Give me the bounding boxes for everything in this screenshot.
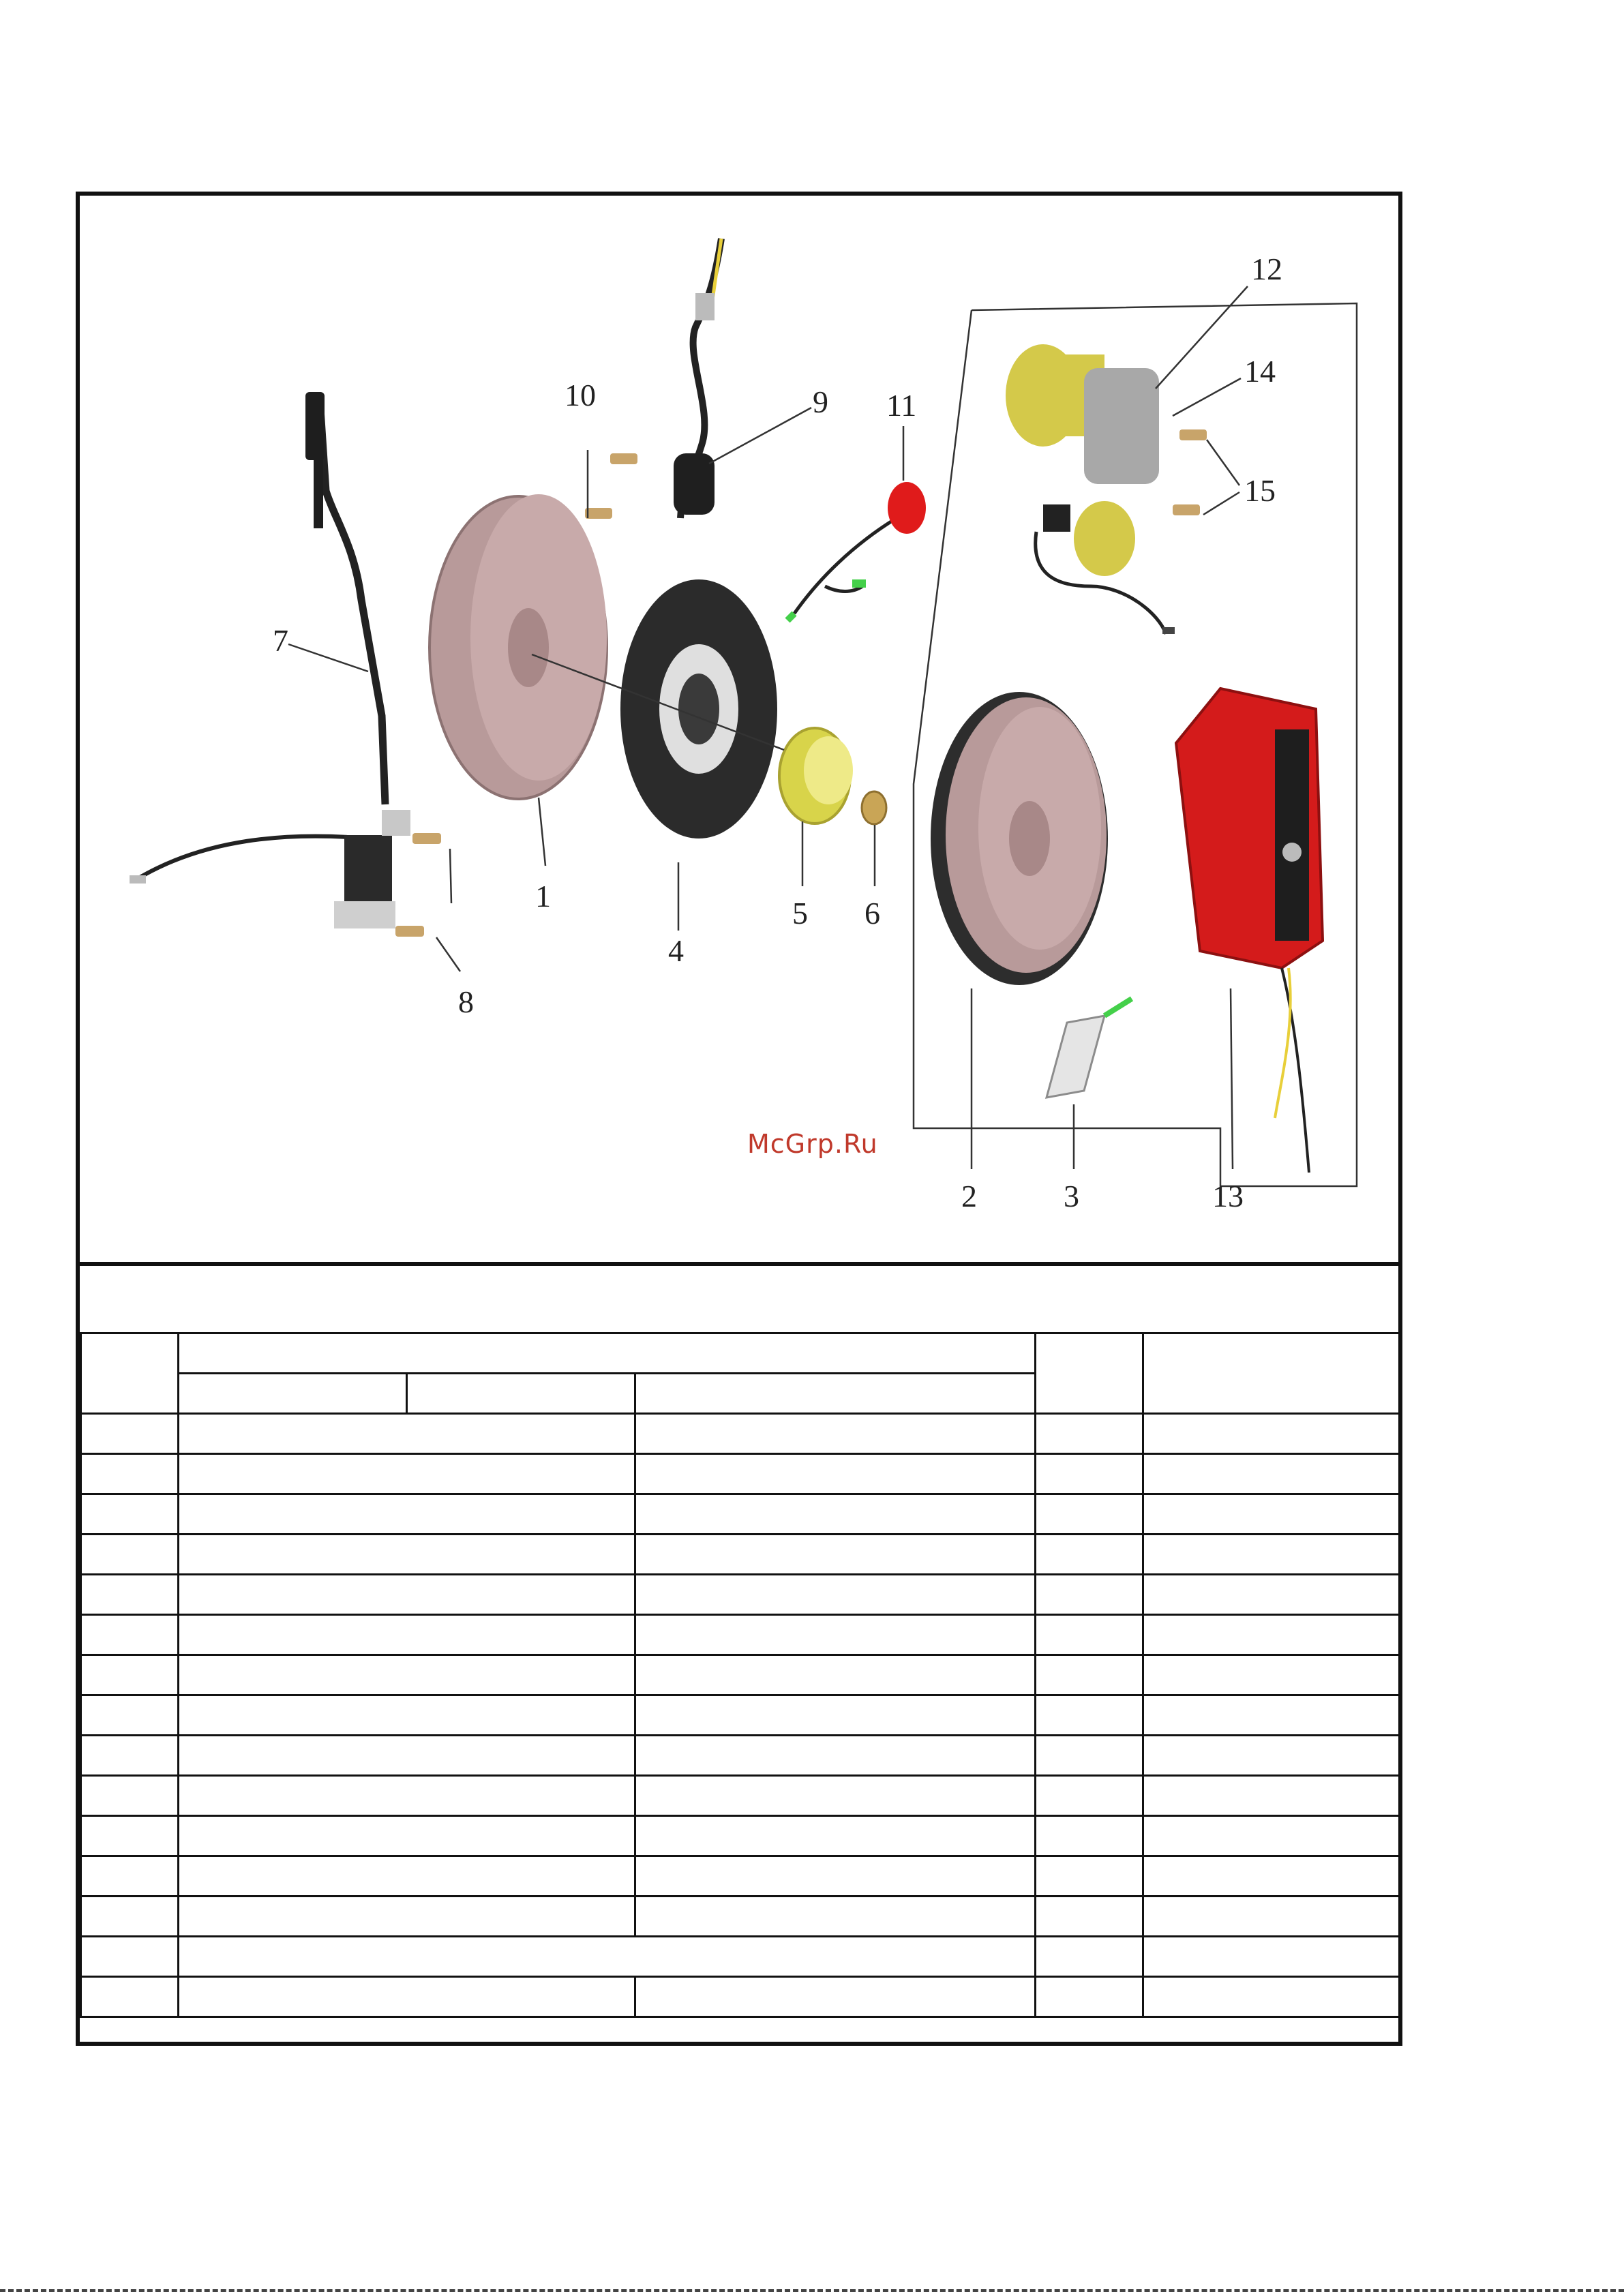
callout-7: 7	[273, 623, 288, 658]
row-remark	[1143, 1615, 1400, 1655]
row-code	[179, 1575, 635, 1615]
parts-table	[80, 1332, 1400, 2018]
row-code	[179, 1937, 1036, 1977]
row-remark	[1143, 1816, 1400, 1856]
table-row	[81, 1695, 1400, 1736]
row-code	[179, 1856, 635, 1897]
row-name	[635, 1736, 1036, 1776]
callout-15: 15	[1244, 473, 1276, 508]
row-remark	[1143, 1454, 1400, 1494]
row-remark	[1143, 1977, 1400, 2017]
row-remark	[1143, 1937, 1400, 1977]
callout-13: 13	[1212, 1179, 1244, 1213]
header-sub-a	[179, 1374, 407, 1414]
row-code	[179, 1695, 635, 1736]
row-qty	[1036, 1615, 1143, 1655]
row-no	[81, 1535, 179, 1575]
row-name	[635, 1535, 1036, 1575]
table-title	[80, 1262, 1398, 1332]
watermark: McGrp.Ru	[747, 1129, 878, 1159]
row-remark	[1143, 1655, 1400, 1695]
table-row	[81, 1655, 1400, 1695]
row-code	[179, 1414, 635, 1454]
callout-5: 5	[792, 896, 808, 931]
row-name	[635, 1494, 1036, 1535]
row-name	[635, 1414, 1036, 1454]
row-qty	[1036, 1937, 1143, 1977]
table-row	[81, 1736, 1400, 1776]
flywheel-part	[430, 494, 607, 799]
control-box-part	[1176, 689, 1323, 1173]
row-remark	[1143, 1776, 1400, 1816]
row-name	[635, 1695, 1036, 1736]
row-no	[81, 1937, 179, 1977]
callout-1: 1	[535, 879, 551, 913]
row-no	[81, 1695, 179, 1736]
callout-12: 12	[1251, 252, 1282, 286]
callout-9: 9	[813, 384, 828, 419]
row-remark	[1143, 1897, 1400, 1937]
row-no	[81, 1977, 179, 2017]
rectifier-part	[1047, 999, 1132, 1098]
starter-motor-part	[1006, 344, 1175, 634]
row-qty	[1036, 1494, 1143, 1535]
flywheel-nut-part	[862, 791, 886, 824]
oil-switch-part	[787, 482, 926, 620]
ignition-coil-part	[130, 392, 410, 928]
row-no	[81, 1776, 179, 1816]
row-code	[179, 1736, 635, 1776]
row-code	[179, 1494, 635, 1535]
page-bottom-rule	[0, 2289, 1624, 2292]
table-row	[81, 1414, 1400, 1454]
row-remark	[1143, 1494, 1400, 1535]
row-code	[179, 1816, 635, 1856]
row-code	[179, 1535, 635, 1575]
ring-gear-flywheel-part	[931, 692, 1108, 985]
row-name	[635, 1856, 1036, 1897]
starter-bolts-part	[1173, 429, 1207, 515]
table-row	[81, 1816, 1400, 1856]
table-row	[81, 1856, 1400, 1897]
table-row	[81, 1897, 1400, 1937]
callout-11: 11	[886, 388, 917, 423]
row-remark	[1143, 1414, 1400, 1454]
row-qty	[1036, 1695, 1143, 1736]
callout-2: 2	[961, 1179, 977, 1213]
row-code	[179, 1454, 635, 1494]
row-remark	[1143, 1695, 1400, 1736]
coil-bolts-part	[395, 833, 441, 937]
row-name	[635, 1655, 1036, 1695]
cooling-fan-part	[620, 579, 777, 839]
header-no	[81, 1333, 179, 1414]
header-part-group	[179, 1333, 1036, 1374]
row-no	[81, 1615, 179, 1655]
row-name	[635, 1615, 1036, 1655]
row-name	[635, 1816, 1036, 1856]
row-code	[179, 1655, 635, 1695]
callout-8: 8	[458, 984, 474, 1019]
row-name	[635, 1776, 1036, 1816]
row-remark	[1143, 1856, 1400, 1897]
table-row	[81, 1776, 1400, 1816]
callout-6: 6	[864, 896, 880, 931]
table-row	[81, 1615, 1400, 1655]
row-qty	[1036, 1977, 1143, 2017]
table-row	[81, 1937, 1400, 1977]
row-qty	[1036, 1454, 1143, 1494]
starter-cup-part	[779, 728, 853, 824]
table-header-row	[81, 1333, 1400, 1374]
callout-4: 4	[668, 933, 684, 968]
header-qty	[1036, 1333, 1143, 1414]
callout-3: 3	[1064, 1179, 1079, 1213]
row-remark	[1143, 1575, 1400, 1615]
row-qty	[1036, 1776, 1143, 1816]
header-sub-b	[407, 1374, 635, 1414]
callout-14: 14	[1244, 354, 1276, 389]
row-no	[81, 1494, 179, 1535]
row-code	[179, 1977, 635, 2017]
row-code	[179, 1897, 635, 1937]
table-row	[81, 1494, 1400, 1535]
row-qty	[1036, 1414, 1143, 1454]
table-row	[81, 1977, 1400, 2017]
row-qty	[1036, 1655, 1143, 1695]
row-no	[81, 1736, 179, 1776]
row-no	[81, 1454, 179, 1494]
row-no	[81, 1414, 179, 1454]
row-no	[81, 1856, 179, 1897]
row-name	[635, 1454, 1036, 1494]
row-qty	[1036, 1575, 1143, 1615]
row-qty	[1036, 1736, 1143, 1776]
callout-10: 10	[565, 378, 596, 412]
row-qty	[1036, 1535, 1143, 1575]
header-part-name	[635, 1374, 1036, 1414]
row-name	[635, 1977, 1036, 2017]
row-no	[81, 1655, 179, 1695]
table-row	[81, 1575, 1400, 1615]
row-code	[179, 1776, 635, 1816]
row-code	[179, 1615, 635, 1655]
row-name	[635, 1897, 1036, 1937]
row-qty	[1036, 1897, 1143, 1937]
row-remark	[1143, 1535, 1400, 1575]
row-qty	[1036, 1816, 1143, 1856]
row-qty	[1036, 1856, 1143, 1897]
table-row	[81, 1535, 1400, 1575]
table-row	[81, 1454, 1400, 1494]
row-no	[81, 1816, 179, 1856]
row-remark	[1143, 1736, 1400, 1776]
row-no	[81, 1897, 179, 1937]
header-remark	[1143, 1333, 1400, 1414]
ignition-wire-part	[585, 239, 721, 519]
row-name	[635, 1575, 1036, 1615]
row-no	[81, 1575, 179, 1615]
